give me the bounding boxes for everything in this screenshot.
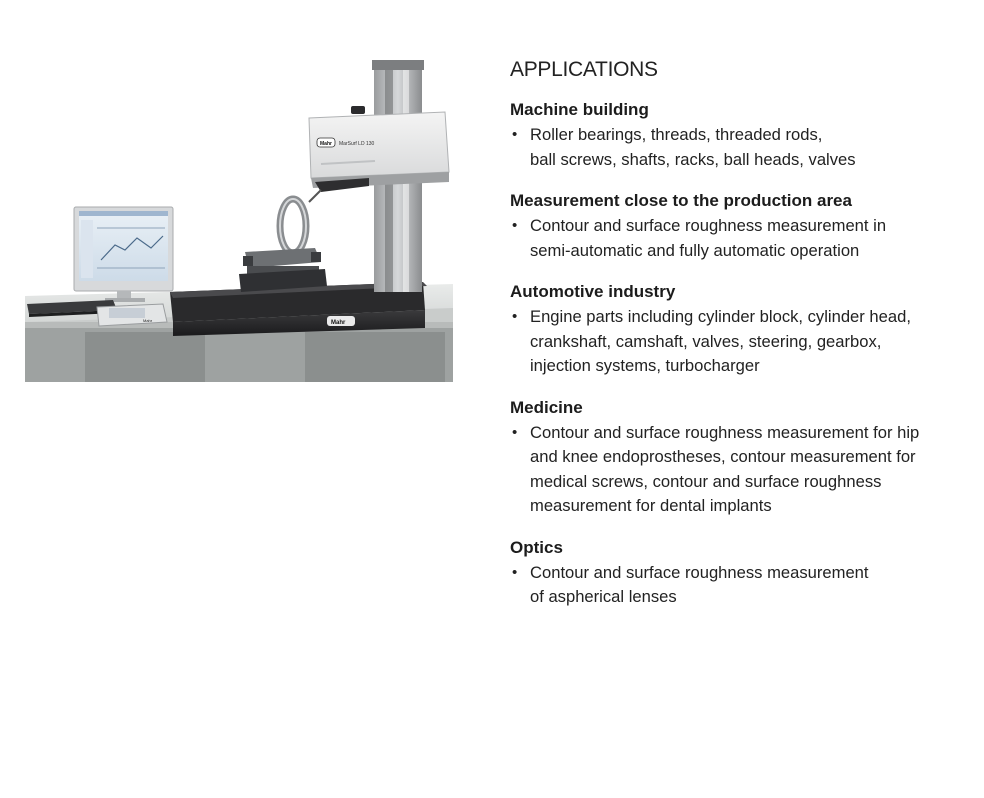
- bullet-item: [510, 421, 980, 519]
- section-machine-building: [510, 99, 980, 172]
- bullet-icon: •: [512, 126, 518, 143]
- section-heading: Measurement close to the production area: [510, 191, 852, 210]
- bullet-item: [510, 561, 980, 610]
- bullet-text: Contour and surface roughness measurement in semi-automatic and fully automatic operation: [530, 216, 887, 260]
- section-heading: Automotive industry: [510, 282, 676, 301]
- section-heading: Medicine: [510, 397, 583, 417]
- bullet-item: [510, 123, 980, 172]
- device-model: MarSurf LD 130: [339, 141, 375, 147]
- bullet-text: Roller bearings, threads, threaded rods, ball screws, shafts, racks, ball heads, valves: [530, 125, 856, 169]
- bullet-text: Contour and surface roughness measurement of aspherical lenses: [530, 562, 869, 606]
- bullet-icon: •: [512, 563, 518, 581]
- bullet-icon: •: [512, 423, 518, 441]
- bullet-item: [510, 214, 980, 263]
- bullet-text: Contour and surface roughness measurement for hip and knee endoprostheses, contour measurement for medical screws, contour and surface roughness measurement for dental implants: [530, 422, 920, 515]
- section-heading: Optics: [510, 537, 563, 557]
- device-brand: Mahr: [320, 141, 332, 147]
- bullet-item: [510, 305, 980, 379]
- bullet-icon: •: [512, 217, 518, 234]
- applications-panel: [510, 57, 980, 610]
- bullet-icon: •: [512, 308, 518, 325]
- product-photo: [25, 60, 453, 382]
- section-optics: [510, 537, 980, 610]
- applications-title: APPLICATIONS: [510, 58, 658, 81]
- section-automotive: [510, 281, 980, 379]
- controller-brand: Mahr: [143, 318, 153, 323]
- section-heading: Machine building: [510, 100, 649, 119]
- section-medicine: [510, 397, 980, 519]
- bullet-text: Engine parts including cylinder block, cylinder head, crankshaft, camshaft, valves, steering, gearbox, injection systems, turbocharger: [530, 307, 911, 375]
- section-production-area: [510, 190, 980, 263]
- contour-measuring-station-illustration: [25, 60, 453, 382]
- base-brand: Mahr: [331, 320, 346, 326]
